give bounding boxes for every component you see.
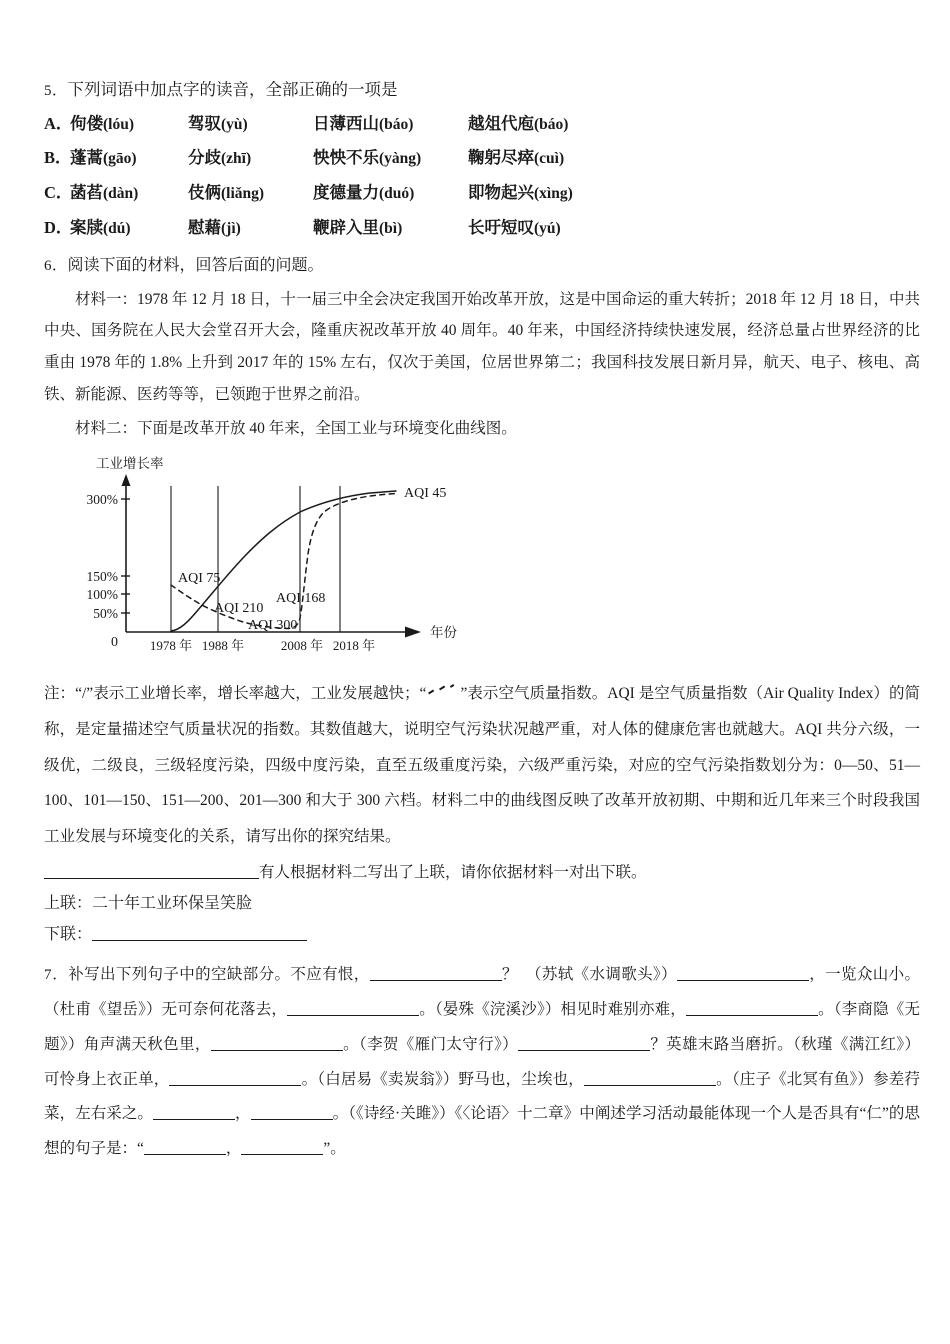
q7-text-m: ”。 bbox=[323, 1140, 346, 1158]
option-a-item-4: 越俎代庖(báo) bbox=[468, 113, 569, 133]
chart-annotation-aqi-300: AQI 300 bbox=[248, 618, 298, 634]
q7-text-c: ，一览众山小。（杜甫《望岳》）无可奈何花落去， bbox=[44, 965, 920, 1018]
chart-series-industrial-growth bbox=[171, 491, 396, 634]
question-5-stem-text: 下列词语中加点字的读音，全部正确的一项是 bbox=[67, 80, 398, 99]
question-5-option-d[interactable] bbox=[44, 216, 920, 240]
answer-blank-q7-6[interactable] bbox=[518, 1050, 650, 1051]
q7-text-h: 。（白居易《卖炭翁》）野马也，尘埃也， bbox=[301, 1070, 584, 1088]
option-c-item-3: 度德量力(duó) bbox=[313, 183, 415, 203]
q7-text-j: ， bbox=[234, 1105, 251, 1123]
option-d-item-1: 案牍(dú) bbox=[70, 217, 131, 237]
q7-text-e: 。（李商隐《无题》）角声满天秋色里， bbox=[44, 1000, 920, 1053]
option-b-item-4: 鞠躬尽瘁(cuì) bbox=[468, 148, 565, 168]
chart-note bbox=[44, 676, 920, 854]
answer-blank-q7-12[interactable] bbox=[241, 1154, 323, 1155]
answer-blank-探究结果[interactable] bbox=[44, 878, 259, 879]
answer-blank-q7-8[interactable] bbox=[584, 1085, 716, 1086]
answer-blank-q7-11[interactable] bbox=[144, 1154, 226, 1155]
option-d-item-3: 鞭辟入里(bì) bbox=[313, 217, 403, 237]
chart-annotation-aqi-168: AQI 168 bbox=[276, 591, 326, 607]
option-a-item-3: 日薄西山(báo) bbox=[313, 113, 414, 133]
question-6-answer-line bbox=[44, 857, 920, 888]
option-c-label: C． bbox=[44, 183, 73, 203]
option-c-item-2: 伎俩(liǎng) bbox=[188, 183, 265, 203]
answer-blank-q7-7[interactable] bbox=[169, 1085, 301, 1086]
chart-ytick-label-50: 50% bbox=[93, 606, 118, 622]
dashed-line-glyph-icon bbox=[426, 685, 460, 695]
xialian-label: 下联： bbox=[44, 925, 93, 943]
question-5-option-a[interactable] bbox=[44, 112, 920, 136]
answer-blank-q7-3[interactable] bbox=[287, 1015, 419, 1016]
answer-blank-q7-1[interactable] bbox=[370, 980, 502, 981]
industry-environment-line-chart bbox=[78, 454, 478, 670]
answer-blank-q7-2[interactable] bbox=[677, 980, 809, 981]
chart-xtick-label-1978: 1978 年 bbox=[149, 638, 193, 654]
q7-text-k: 。（《诗经·关雎》）《〈论语〉十二章》中阐述学习活动最能体现一个人是否具有“仁”的思想的句子是：“ bbox=[44, 1105, 920, 1158]
chart-annotation-aqi-75: AQI 75 bbox=[178, 571, 221, 587]
question-5-number: 5． bbox=[44, 83, 68, 99]
question-5-option-b[interactable] bbox=[44, 146, 920, 170]
question-6-stem bbox=[44, 254, 920, 278]
option-b-item-3: 怏怏不乐(yàng) bbox=[313, 148, 422, 168]
q7-text-i: 。（庄子《北冥有鱼》）参差荇菜，左右采之。 bbox=[44, 1070, 920, 1123]
chart-ytick-label-100: 100% bbox=[86, 587, 118, 603]
couplet-prompt-text: 有人根据材料二写出了上联，请你依据材料一对出下联。 bbox=[259, 863, 647, 881]
chart-note-part-1: 注：“/”表示工业增长率，增长率越大，工业发展越快；“ bbox=[44, 685, 427, 703]
page-content bbox=[44, 78, 920, 1167]
chart-x-axis-arrow bbox=[405, 627, 421, 638]
answer-blank-q7-9[interactable] bbox=[153, 1119, 235, 1120]
question-5-stem bbox=[44, 78, 920, 103]
chart-ytick-label-150: 150% bbox=[86, 569, 118, 585]
material-one-paragraph: 材料一：1978 年 12 月 18 日，十一届三中全会决定我国开始改革开放，这是中国命运的重大转折；2018 年 12 月 18 日，中共中央、国务院在人民大会堂召开大会，隆重庆祝改革开放 40 周年。40 年来，中国经济持续快速发展，经济总量占世界经济的比重由 1978 年的 1.8% 上升到 2017 年的 15% 左右，仅次于美国，位居世界第二；我国科技发展日新月异，航天、电子、核电、高铁、新能源、医药等等，已领跑于世界之前沿。 bbox=[44, 290, 920, 403]
material-two-paragraph: 材料二：下面是改革开放 40 年来，全国工业与环境变化曲线图。 bbox=[75, 419, 517, 437]
question-7-number: 7． bbox=[44, 966, 69, 983]
chart-annotation-aqi-45: AQI 45 bbox=[404, 486, 447, 502]
q7-text-a: 补写出下列句子中的空缺部分。不应有恨， bbox=[68, 965, 370, 983]
question-7 bbox=[44, 958, 920, 1167]
option-b-label: B． bbox=[44, 148, 72, 168]
question-5-option-c[interactable] bbox=[44, 181, 920, 205]
chart-xtick-label-1988: 1988 年 bbox=[201, 638, 245, 654]
option-c-item-4: 即物起兴(xìng) bbox=[468, 183, 573, 203]
xialian-line bbox=[44, 919, 920, 950]
answer-blank-xialian[interactable] bbox=[92, 940, 307, 941]
option-b-item-1: 蓬蒿(gāo) bbox=[70, 148, 137, 168]
chart-svg bbox=[78, 454, 478, 670]
chart-origin-label: 0 bbox=[111, 635, 118, 651]
chart-series-aqi bbox=[171, 494, 396, 629]
q7-text-g: ？英雄末路当磨折。（秋瑾《满江红》）可怜身上衣正单， bbox=[44, 1035, 920, 1088]
chart-x-axis-label: 年份 bbox=[430, 625, 457, 641]
shanglian-line: 上联：二十年工业环保呈笑脸 bbox=[44, 894, 253, 912]
q7-text-b: ？ （苏轼《水调歌头》） bbox=[501, 965, 677, 983]
chart-annotation-aqi-210: AQI 210 bbox=[214, 601, 264, 617]
option-d-item-2: 慰藉(jì) bbox=[188, 217, 241, 237]
option-c-item-1: 菡萏(dàn) bbox=[70, 183, 139, 203]
chart-xtick-label-2018: 2018 年 bbox=[332, 638, 376, 654]
question-6-stem-text: 阅读下面的材料，回答后面的问题。 bbox=[67, 256, 324, 274]
q7-text-f: 。（李贺《雁门太守行》） bbox=[342, 1035, 518, 1053]
answer-blank-q7-4[interactable] bbox=[686, 1015, 818, 1016]
chart-xtick-label-2008: 2008 年 bbox=[280, 638, 324, 654]
chart-ytick-label-300: 300% bbox=[86, 492, 118, 508]
chart-note-part-2: ”表示空气质量指数。AQI 是空气质量指数（Air Quality Index）的简称，是定量描述空气质量状况的指数。其数值越大，说明空气污染状况越严重，对人体的健康危害也就越大。AQI 共分六级，一级优，二级良，三级轻度污染，四级中度污染，直至五级重度污染，六级严重污染，对应的空气污染指数划分为：0—50、51—100、101—150、151—200、201—300 和大于 300 六档。材料二中的曲线图反映了改革开放初期、中期和近几年来三个时段我国工业发展与环境变化的关系，请写出你的探究结果。 bbox=[44, 685, 920, 845]
answer-blank-q7-5[interactable] bbox=[211, 1050, 343, 1051]
option-a-label: A． bbox=[44, 113, 73, 133]
chart-y-axis-label: 工业增长率 bbox=[96, 456, 164, 472]
question-6-number: 6． bbox=[44, 257, 68, 274]
option-d-item-4: 长吁短叹(yú) bbox=[468, 217, 561, 237]
q7-text-l: ， bbox=[225, 1140, 242, 1158]
option-a-item-1: 佝偻(lóu) bbox=[70, 113, 134, 133]
answer-blank-q7-10[interactable] bbox=[251, 1119, 333, 1120]
option-b-item-2: 分歧(zhī) bbox=[188, 148, 252, 168]
option-a-item-2: 驾驭(yù) bbox=[188, 113, 248, 133]
option-d-label: D． bbox=[44, 217, 73, 237]
q7-text-d: 。（晏殊《浣溪沙》）相见时难别亦难， bbox=[419, 1000, 686, 1018]
chart-y-axis-arrow bbox=[122, 474, 131, 486]
